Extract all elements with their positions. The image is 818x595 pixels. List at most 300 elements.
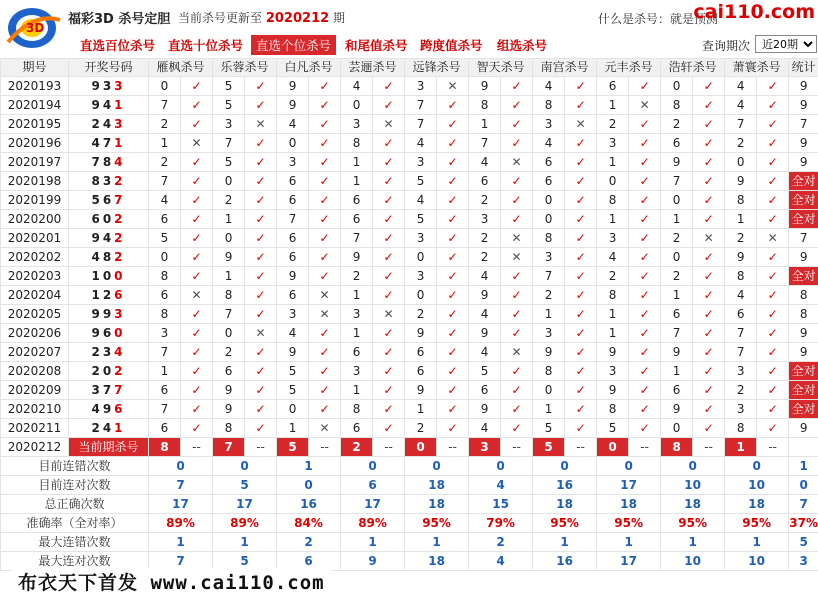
- kill-number-cell: 6: [661, 134, 693, 153]
- stat-value: 89%: [341, 514, 405, 533]
- check-icon: ✓: [757, 191, 789, 210]
- check-icon: ✓: [437, 210, 469, 229]
- stat-label: 总正确次数: [1, 495, 149, 514]
- check-icon: ✓: [757, 419, 789, 438]
- table-row: [1, 115, 818, 134]
- kill-number-cell: 7: [405, 115, 437, 134]
- current-kill-number: 7: [213, 438, 245, 457]
- col-expert-header: 萧寰杀号: [725, 59, 789, 77]
- win-digit: 4: [114, 345, 125, 359]
- check-icon: ✓: [309, 324, 341, 343]
- check-icon: ✓: [181, 362, 213, 381]
- col-period-header: 期号: [1, 59, 69, 77]
- pending-mark: --: [437, 438, 469, 457]
- kill-number-cell: 7: [725, 343, 757, 362]
- table-row: [1, 362, 818, 381]
- win-digit: 1: [91, 288, 102, 302]
- period-cell: 2020204: [1, 286, 69, 305]
- check-icon: ✓: [693, 400, 725, 419]
- kill-number-cell: 9: [661, 400, 693, 419]
- kill-number-cell: 3: [725, 362, 757, 381]
- check-icon: ✓: [693, 115, 725, 134]
- stat-cell: 8: [789, 286, 818, 305]
- win-digit: 1: [114, 136, 125, 150]
- all-correct-badge: 全对: [789, 362, 818, 381]
- stat-cell: 9: [789, 96, 818, 115]
- win-digit: 6: [114, 288, 125, 302]
- issue-number: 2020212: [266, 11, 329, 26]
- kill-number-cell: 2: [469, 229, 501, 248]
- pending-mark: --: [629, 438, 661, 457]
- check-icon: ✓: [757, 115, 789, 134]
- kill-number-cell: 0: [341, 96, 373, 115]
- issue-prefix: 当前杀号更新至: [178, 11, 262, 25]
- win-digit: 5: [91, 193, 102, 207]
- pending-mark: --: [693, 438, 725, 457]
- period-cell: 2020209: [1, 381, 69, 400]
- stat-value: 7: [149, 476, 213, 495]
- stat-value: 5: [213, 476, 277, 495]
- winning-number-cell: [69, 400, 149, 419]
- kill-number-cell: 3: [533, 324, 565, 343]
- nav-hundreds-kill[interactable]: 直选百位杀号: [80, 36, 155, 54]
- kill-number-cell: 3: [405, 229, 437, 248]
- kill-number-cell: 0: [277, 400, 309, 419]
- check-icon: ✓: [373, 96, 405, 115]
- kill-number-cell: 1: [213, 267, 245, 286]
- check-icon: ✓: [693, 96, 725, 115]
- kill-number-cell: 7: [149, 343, 181, 362]
- win-digit: 9: [91, 79, 102, 93]
- kill-number-cell: 8: [597, 286, 629, 305]
- cross-icon: ✕: [629, 96, 661, 115]
- kill-number-cell: 6: [341, 210, 373, 229]
- kill-number-cell: 2: [597, 267, 629, 286]
- win-digit: 4: [103, 421, 114, 435]
- kill-number-cell: 9: [405, 381, 437, 400]
- stat-row: [1, 457, 818, 476]
- kill-number-cell: 1: [661, 286, 693, 305]
- check-icon: ✓: [245, 77, 277, 96]
- win-digit: 0: [103, 364, 114, 378]
- period-cell: 2020202: [1, 248, 69, 267]
- kill-number-cell: 1: [725, 210, 757, 229]
- col-stat-header: 统计: [789, 59, 818, 77]
- kill-number-cell: 8: [149, 267, 181, 286]
- stat-value: 95%: [533, 514, 597, 533]
- col-expert-header: 雁枫杀号: [149, 59, 213, 77]
- check-icon: ✓: [629, 210, 661, 229]
- check-icon: ✓: [181, 172, 213, 191]
- current-kill-number: 5: [533, 438, 565, 457]
- stat-value: 17: [149, 495, 213, 514]
- check-icon: ✓: [757, 134, 789, 153]
- check-icon: ✓: [245, 286, 277, 305]
- kill-number-cell: 0: [213, 172, 245, 191]
- kill-number-cell: 8: [661, 96, 693, 115]
- kill-number-cell: 0: [277, 134, 309, 153]
- stat-row: [1, 495, 818, 514]
- current-kill-number: 8: [661, 438, 693, 457]
- app-title: 福彩3D 杀号定胆: [68, 8, 170, 27]
- stat-value: 0: [405, 457, 469, 476]
- winning-number-cell: [69, 248, 149, 267]
- check-icon: ✓: [245, 305, 277, 324]
- check-icon: ✓: [629, 381, 661, 400]
- check-icon: ✓: [629, 362, 661, 381]
- check-icon: ✓: [565, 381, 597, 400]
- kill-number-cell: 9: [725, 172, 757, 191]
- check-icon: ✓: [437, 362, 469, 381]
- kill-number-cell: 6: [661, 305, 693, 324]
- win-digit: 4: [103, 117, 114, 131]
- pending-mark: --: [501, 438, 533, 457]
- check-icon: ✓: [565, 191, 597, 210]
- kill-number-cell: 4: [405, 191, 437, 210]
- col-expert-header: 南宫杀号: [533, 59, 597, 77]
- kill-number-cell: 4: [533, 77, 565, 96]
- col-win-header: 开奖号码: [69, 59, 149, 77]
- kill-number-cell: 6: [469, 172, 501, 191]
- kill-number-cell: 3: [277, 305, 309, 324]
- kill-number-cell: 4: [725, 77, 757, 96]
- check-icon: ✓: [437, 343, 469, 362]
- win-digit: 9: [91, 326, 102, 340]
- kill-number-cell: 8: [213, 419, 245, 438]
- kill-number-cell: 7: [533, 267, 565, 286]
- check-icon: ✓: [437, 305, 469, 324]
- stat-row: [1, 514, 818, 533]
- kill-number-cell: 5: [597, 419, 629, 438]
- kill-number-cell: 2: [149, 115, 181, 134]
- kill-number-cell: 8: [533, 362, 565, 381]
- check-icon: ✓: [437, 115, 469, 134]
- kill-number-cell: 0: [533, 210, 565, 229]
- check-icon: ✓: [373, 134, 405, 153]
- period-select[interactable]: [755, 35, 817, 53]
- win-digit: 2: [91, 421, 102, 435]
- stat-cell: 9: [789, 343, 818, 362]
- check-icon: ✓: [565, 96, 597, 115]
- stat-label: 目前连错次数: [1, 457, 149, 476]
- win-digit: 2: [114, 364, 125, 378]
- check-icon: ✓: [437, 248, 469, 267]
- watermark: 布衣天下首发 www.cai110.com: [12, 568, 331, 595]
- kill-number-cell: 9: [341, 248, 373, 267]
- kill-number-cell: 4: [469, 419, 501, 438]
- table-row: [1, 343, 818, 362]
- check-icon: ✓: [437, 134, 469, 153]
- check-icon: ✓: [245, 172, 277, 191]
- check-icon: ✓: [565, 362, 597, 381]
- check-icon: ✓: [373, 77, 405, 96]
- kill-number-cell: 8: [597, 400, 629, 419]
- kill-number-cell: 4: [277, 324, 309, 343]
- stat-value: 1: [405, 533, 469, 552]
- stat-value: 18: [533, 495, 597, 514]
- stat-value: 1: [597, 533, 661, 552]
- check-icon: ✓: [373, 248, 405, 267]
- check-icon: ✓: [245, 191, 277, 210]
- check-icon: ✓: [629, 419, 661, 438]
- current-kill-label: 当前期杀号: [69, 438, 149, 457]
- kill-number-cell: 6: [725, 305, 757, 324]
- kill-number-cell: 9: [213, 248, 245, 267]
- cross-icon: ✕: [309, 419, 341, 438]
- kill-number-cell: 2: [341, 267, 373, 286]
- pending-mark: --: [245, 438, 277, 457]
- check-icon: ✓: [629, 134, 661, 153]
- win-digit: 9: [91, 307, 102, 321]
- nav-span-kill[interactable]: 跨度值杀号: [420, 36, 483, 54]
- site-logo[interactable]: cai110.com: [693, 1, 815, 23]
- kill-number-cell: 1: [597, 305, 629, 324]
- kill-number-cell: 8: [469, 96, 501, 115]
- check-icon: ✓: [693, 210, 725, 229]
- kill-number-cell: 1: [597, 210, 629, 229]
- stat-total: 5: [789, 533, 818, 552]
- kill-number-cell: 6: [341, 191, 373, 210]
- check-icon: ✓: [245, 419, 277, 438]
- kill-number-cell: 4: [149, 191, 181, 210]
- kill-number-cell: 4: [597, 248, 629, 267]
- table-row: [1, 96, 818, 115]
- kill-number-cell: 1: [341, 286, 373, 305]
- check-icon: ✓: [757, 172, 789, 191]
- kill-number-cell: 0: [533, 381, 565, 400]
- table-row: [1, 286, 818, 305]
- kill-number-cell: 5: [533, 419, 565, 438]
- col-expert-header: 乐蓉杀号: [213, 59, 277, 77]
- check-icon: ✓: [245, 229, 277, 248]
- win-digit: 9: [103, 402, 114, 416]
- check-icon: ✓: [757, 286, 789, 305]
- check-icon: ✓: [309, 229, 341, 248]
- check-icon: ✓: [437, 419, 469, 438]
- check-icon: ✓: [437, 381, 469, 400]
- kill-number-cell: 1: [469, 115, 501, 134]
- check-icon: ✓: [373, 381, 405, 400]
- kill-number-cell: 0: [597, 172, 629, 191]
- stat-value: 18: [405, 476, 469, 495]
- stat-value: 7: [149, 552, 213, 571]
- kill-number-cell: 7: [213, 305, 245, 324]
- check-icon: ✓: [565, 305, 597, 324]
- check-icon: ✓: [501, 172, 533, 191]
- cross-icon: ✕: [181, 134, 213, 153]
- kill-number-cell: 6: [533, 153, 565, 172]
- table-row: [1, 210, 818, 229]
- kill-number-cell: 2: [405, 305, 437, 324]
- nav-tens-kill[interactable]: 直选十位杀号: [168, 36, 243, 54]
- check-icon: ✓: [181, 343, 213, 362]
- kill-number-cell: 1: [533, 400, 565, 419]
- stat-value: 0: [597, 457, 661, 476]
- check-icon: ✓: [565, 172, 597, 191]
- check-icon: ✓: [245, 362, 277, 381]
- winning-number-cell: [69, 115, 149, 134]
- nav-group-kill[interactable]: 组选杀号: [497, 36, 547, 54]
- current-row: [1, 438, 818, 457]
- kill-number-cell: 0: [661, 191, 693, 210]
- table-row: [1, 248, 818, 267]
- kill-number-cell: 5: [149, 229, 181, 248]
- check-icon: ✓: [757, 305, 789, 324]
- win-digit: 0: [114, 326, 125, 340]
- check-icon: ✓: [693, 343, 725, 362]
- nav-sum-tail-kill[interactable]: 和尾值杀号: [345, 36, 408, 54]
- kill-number-cell: 9: [469, 400, 501, 419]
- check-icon: ✓: [373, 172, 405, 191]
- kill-number-cell: 3: [597, 229, 629, 248]
- stat-value: 0: [213, 457, 277, 476]
- kill-number-cell: 0: [149, 77, 181, 96]
- win-digit: 6: [103, 193, 114, 207]
- winning-number-cell: [69, 305, 149, 324]
- stat-label: 准确率（全对率）: [1, 514, 149, 533]
- kill-number-cell: 7: [405, 96, 437, 115]
- win-digit: 0: [103, 269, 114, 283]
- check-icon: ✓: [629, 248, 661, 267]
- kill-number-cell: 1: [661, 362, 693, 381]
- kill-number-cell: 2: [725, 134, 757, 153]
- what-is-kill-link[interactable]: 什么是杀号：就是预测: [598, 10, 718, 27]
- winning-number-cell: [69, 77, 149, 96]
- winning-number-cell: [69, 153, 149, 172]
- stat-cell: 9: [789, 248, 818, 267]
- kill-number-cell: 9: [213, 381, 245, 400]
- win-digit: 3: [114, 79, 125, 93]
- kill-number-cell: 2: [469, 191, 501, 210]
- kill-number-cell: 9: [277, 77, 309, 96]
- kill-number-cell: 6: [405, 343, 437, 362]
- kill-number-cell: 6: [277, 286, 309, 305]
- check-icon: ✓: [309, 248, 341, 267]
- header: [0, 0, 818, 34]
- table-row: [1, 191, 818, 210]
- kill-number-cell: 4: [341, 77, 373, 96]
- stat-value: 4: [469, 476, 533, 495]
- check-icon: ✓: [373, 153, 405, 172]
- cross-icon: ✕: [501, 248, 533, 267]
- kill-number-cell: 3: [405, 267, 437, 286]
- stat-value: 95%: [597, 514, 661, 533]
- check-icon: ✓: [757, 400, 789, 419]
- kill-number-cell: 7: [725, 115, 757, 134]
- kill-number-cell: 3: [277, 153, 309, 172]
- check-icon: ✓: [757, 362, 789, 381]
- check-icon: ✓: [437, 229, 469, 248]
- kill-number-cell: 3: [405, 153, 437, 172]
- check-icon: ✓: [245, 134, 277, 153]
- svg-text:3D: 3D: [26, 21, 44, 35]
- stat-value: 0: [277, 476, 341, 495]
- kill-number-cell: 7: [725, 324, 757, 343]
- check-icon: ✓: [693, 77, 725, 96]
- check-icon: ✓: [501, 210, 533, 229]
- all-correct-badge: 全对: [789, 191, 818, 210]
- period-cell: 2020208: [1, 362, 69, 381]
- current-kill-number: 2: [341, 438, 373, 457]
- kill-number-cell: 9: [277, 267, 309, 286]
- check-icon: ✓: [181, 248, 213, 267]
- stat-value: 10: [661, 552, 725, 571]
- winning-number-cell: [69, 267, 149, 286]
- stat-value: 10: [661, 476, 725, 495]
- kill-number-cell: 5: [213, 153, 245, 172]
- win-digit: 2: [91, 117, 102, 131]
- kill-number-cell: 7: [149, 400, 181, 419]
- stat-row: [1, 476, 818, 495]
- check-icon: ✓: [629, 153, 661, 172]
- stat-value: 0: [149, 457, 213, 476]
- kill-number-cell: 4: [725, 96, 757, 115]
- kill-number-cell: 9: [661, 343, 693, 362]
- win-digit: 2: [91, 345, 102, 359]
- win-digit: 4: [91, 402, 102, 416]
- kill-number-cell: 4: [405, 134, 437, 153]
- win-digit: 3: [103, 79, 114, 93]
- win-digit: 6: [103, 326, 114, 340]
- stat-value: 15: [469, 495, 533, 514]
- period-label: 查询期次: [702, 37, 750, 54]
- stat-value: 79%: [469, 514, 533, 533]
- check-icon: ✓: [309, 172, 341, 191]
- table-row: [1, 381, 818, 400]
- win-digit: 4: [103, 231, 114, 245]
- period-cell: 2020195: [1, 115, 69, 134]
- all-correct-badge: 全对: [789, 381, 818, 400]
- period-cell: 2020207: [1, 343, 69, 362]
- check-icon: ✓: [437, 286, 469, 305]
- stat-label: 目前连对次数: [1, 476, 149, 495]
- win-digit: 6: [114, 402, 125, 416]
- kill-number-cell: 3: [341, 115, 373, 134]
- table-row: [1, 324, 818, 343]
- check-icon: ✓: [629, 324, 661, 343]
- win-digit: 0: [114, 269, 125, 283]
- check-icon: ✓: [309, 267, 341, 286]
- winning-number-cell: [69, 191, 149, 210]
- kill-number-cell: 9: [597, 343, 629, 362]
- kill-number-cell: 0: [405, 286, 437, 305]
- kill-number-cell: 2: [661, 229, 693, 248]
- stat-value: 84%: [277, 514, 341, 533]
- kill-number-cell: 2: [213, 343, 245, 362]
- check-icon: ✓: [693, 134, 725, 153]
- check-icon: ✓: [501, 400, 533, 419]
- winning-number-cell: [69, 362, 149, 381]
- check-icon: ✓: [373, 267, 405, 286]
- win-digit: 9: [91, 231, 102, 245]
- kill-number-cell: 7: [213, 134, 245, 153]
- kill-number-cell: 6: [661, 381, 693, 400]
- kill-number-cell: 9: [661, 153, 693, 172]
- check-icon: ✓: [245, 267, 277, 286]
- kill-number-cell: 2: [661, 115, 693, 134]
- table-row: [1, 77, 818, 96]
- check-icon: ✓: [245, 210, 277, 229]
- kill-number-cell: 6: [149, 210, 181, 229]
- nav-units-kill[interactable]: 直选个位杀号: [251, 35, 336, 55]
- kill-number-cell: 0: [149, 248, 181, 267]
- check-icon: ✓: [565, 153, 597, 172]
- kill-number-cell: 8: [533, 229, 565, 248]
- stat-value: 1: [341, 533, 405, 552]
- check-icon: ✓: [373, 362, 405, 381]
- check-icon: ✓: [565, 286, 597, 305]
- check-icon: ✓: [373, 229, 405, 248]
